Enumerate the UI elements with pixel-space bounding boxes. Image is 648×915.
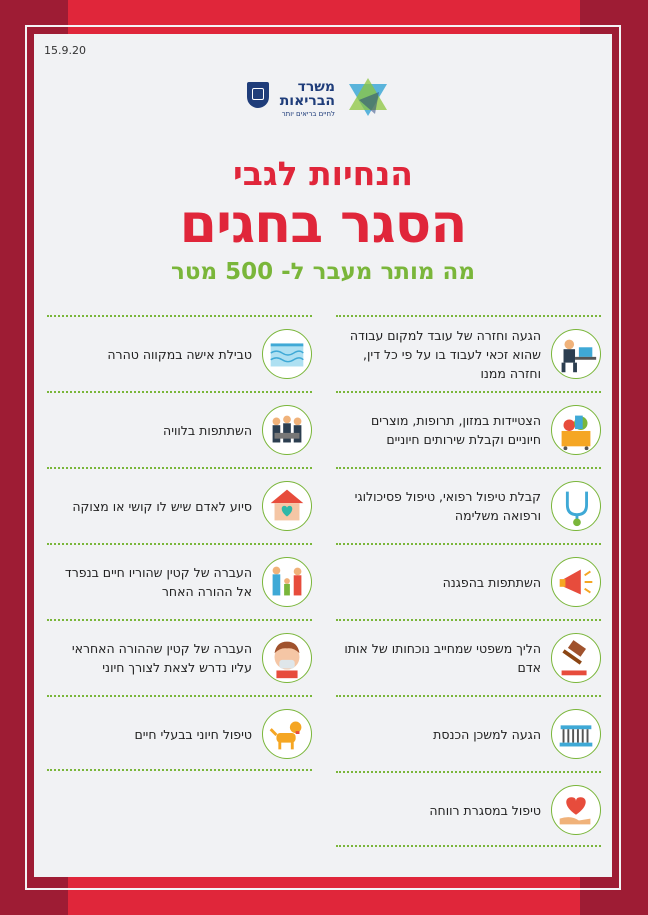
right-column [336, 315, 601, 847]
logo-tagline: לחיים בריאים יותר [281, 110, 335, 118]
family-icon [262, 557, 312, 607]
mikveh-icon [262, 329, 312, 379]
left-column [47, 315, 312, 771]
title-line1: הנחיות לגבי [233, 154, 413, 193]
gavel-icon [551, 633, 601, 683]
item-text: הצטיידות במזון, תרופות, מוצרים חיוניים וקבלת שירותים חיוניים [370, 413, 541, 447]
list-item [47, 619, 312, 695]
item-text: טיפול חיוני בבעלי חיים [134, 726, 252, 742]
item-text: הליך משפטי שמחייב נוכחותו של אותו אדם [344, 641, 541, 675]
groceries-icon [551, 405, 601, 455]
list-item [336, 543, 601, 619]
list-item [47, 315, 312, 391]
list-item [336, 771, 601, 847]
list-item [336, 695, 601, 771]
list-item [336, 619, 601, 695]
item-text: סיוע לאדם שיש לו קושי או מצוקה [72, 498, 252, 514]
list-item [336, 391, 601, 467]
item-text: קבלת טיפול רפואי, טיפול פסיכולוגי ורפואה משלימה [354, 489, 541, 523]
title-line2: הסגר בחגים [179, 192, 467, 255]
logo-line2: הבריאות [279, 93, 335, 109]
date: 15.9.20 [44, 44, 86, 57]
star-logo-icon [339, 70, 397, 128]
logo-line1: משרד [297, 79, 335, 95]
office-worker-icon [551, 329, 601, 379]
list-item [47, 695, 312, 771]
heart-hand-icon [551, 785, 601, 835]
list-item [47, 467, 312, 543]
list-item [336, 467, 601, 543]
list-item [47, 391, 312, 467]
item-text: השתתפות בלוויה [163, 422, 252, 438]
funeral-icon [262, 405, 312, 455]
house-heart-icon [262, 481, 312, 531]
child-mask-icon [262, 633, 312, 683]
knesset-icon [551, 709, 601, 759]
item-text: הגעה למשכן הכנסת [433, 726, 541, 742]
item-text: השתתפות בהפגנה [442, 574, 541, 590]
state-emblem-icon [247, 82, 269, 108]
ministry-logo [247, 70, 397, 130]
item-text: העברה של קטין שההורה האחראי עליו נדרש לצאת לצורך חיוני [71, 641, 252, 675]
list-item [336, 315, 601, 391]
stethoscope-icon [551, 481, 601, 531]
item-text: העברה של קטין שהוריו חיים בנפרד אל ההורה האחר [64, 565, 252, 599]
item-text: טיפול במסגרת רווחה [429, 802, 541, 818]
item-text: טבילת אישה במקווה טהרה [107, 346, 252, 362]
logo-text [280, 80, 335, 118]
list-item [47, 543, 312, 619]
item-text: הגעה וחזרה של עובד למקום עבודה שהוא זכאי לעבוד בו על פי כל דין, וחזרה ממנו [349, 327, 541, 381]
subtitle: מה מותר מעבר ל- 500 מטר [170, 259, 475, 285]
content-card [34, 34, 612, 877]
dog-icon [262, 709, 312, 759]
megaphone-icon [551, 557, 601, 607]
